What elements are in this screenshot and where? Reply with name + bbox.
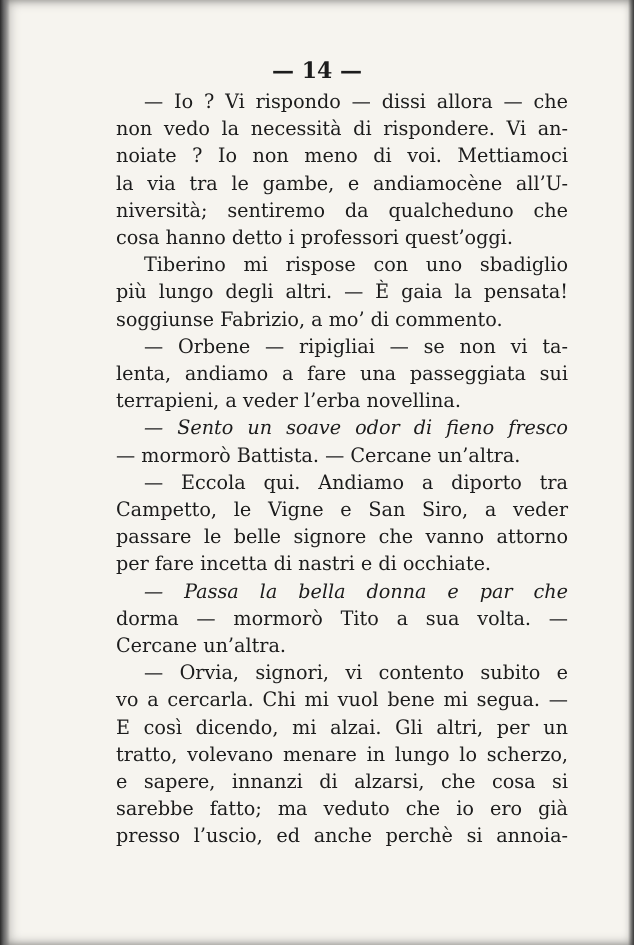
text-line: sarebbe fatto; ma veduto che io ero già: [116, 797, 568, 821]
text-line: terrapieni, a veder l’erba novellina.: [116, 389, 461, 413]
text-line: soggiunse Fabrizio, a mo’ di commento.: [116, 307, 503, 331]
page-number: — 14 —: [272, 58, 362, 84]
text-line: — mormorò Battista. — Cercane un’altra.: [116, 443, 521, 467]
text-line-italic: — Sento un soave odor di fieno fresco: [144, 416, 568, 440]
page-binding-shadow: [0, 0, 10, 945]
text-line: — Orbene — ripigliai — se non vi ta-: [144, 334, 568, 358]
text-line: E così dicendo, mi alzai. Gli altri, per un: [116, 715, 568, 739]
text-line: passare le belle signore che vanno attorno: [116, 525, 568, 549]
text-line: per fare incetta di nastri e di occhiate.: [116, 552, 492, 576]
text-line-italic: — Passa la bella donna e par che: [144, 579, 568, 603]
text-line: cosa hanno detto i professori quest’oggi.: [116, 226, 513, 250]
text-line: dorma — mormorò Tito a sua volta. —: [116, 606, 568, 630]
text-line: la via tra le gambe, e andiamocène all’U-: [116, 171, 568, 195]
text-line: tratto, volevano menare in lungo lo scherzo,: [116, 742, 568, 766]
text-line: niversità; sentiremo da qualcheduno che: [116, 198, 568, 222]
text-line: — Orvia, signori, vi contento subito e: [144, 661, 568, 685]
text-line: presso l’uscio, ed anche perchè si annoia-: [116, 824, 568, 848]
text-line: Campetto, le Vigne e San Siro, a veder: [116, 498, 568, 522]
text-line: — Io ? Vi rispondo — dissi allora — che: [144, 90, 568, 113]
text-line: Tiberino mi rispose con uno sbadiglio: [144, 253, 568, 277]
text-line: Cercane un’altra.: [116, 634, 287, 658]
text-line: — Eccola qui. Andiamo a diporto tra: [144, 470, 568, 494]
body-text: [116, 88, 568, 850]
text-line: lenta, andiamo a fare una passeggiata sui: [116, 362, 568, 386]
text-line: e sapere, innanzi di alzarsi, che cosa si: [116, 770, 568, 794]
text-line: vo a cercarla. Chi mi vuol bene mi segua. —: [116, 688, 568, 712]
page-edge-shadow: [628, 0, 634, 945]
text-line: noiate ? Io non meno di voi. Mettiamoci: [116, 144, 568, 168]
text-line: più lungo degli altri. — È gaia la pensata!: [116, 280, 568, 304]
text-line: non vedo la necessità di rispondere. Vi an-: [116, 117, 568, 141]
